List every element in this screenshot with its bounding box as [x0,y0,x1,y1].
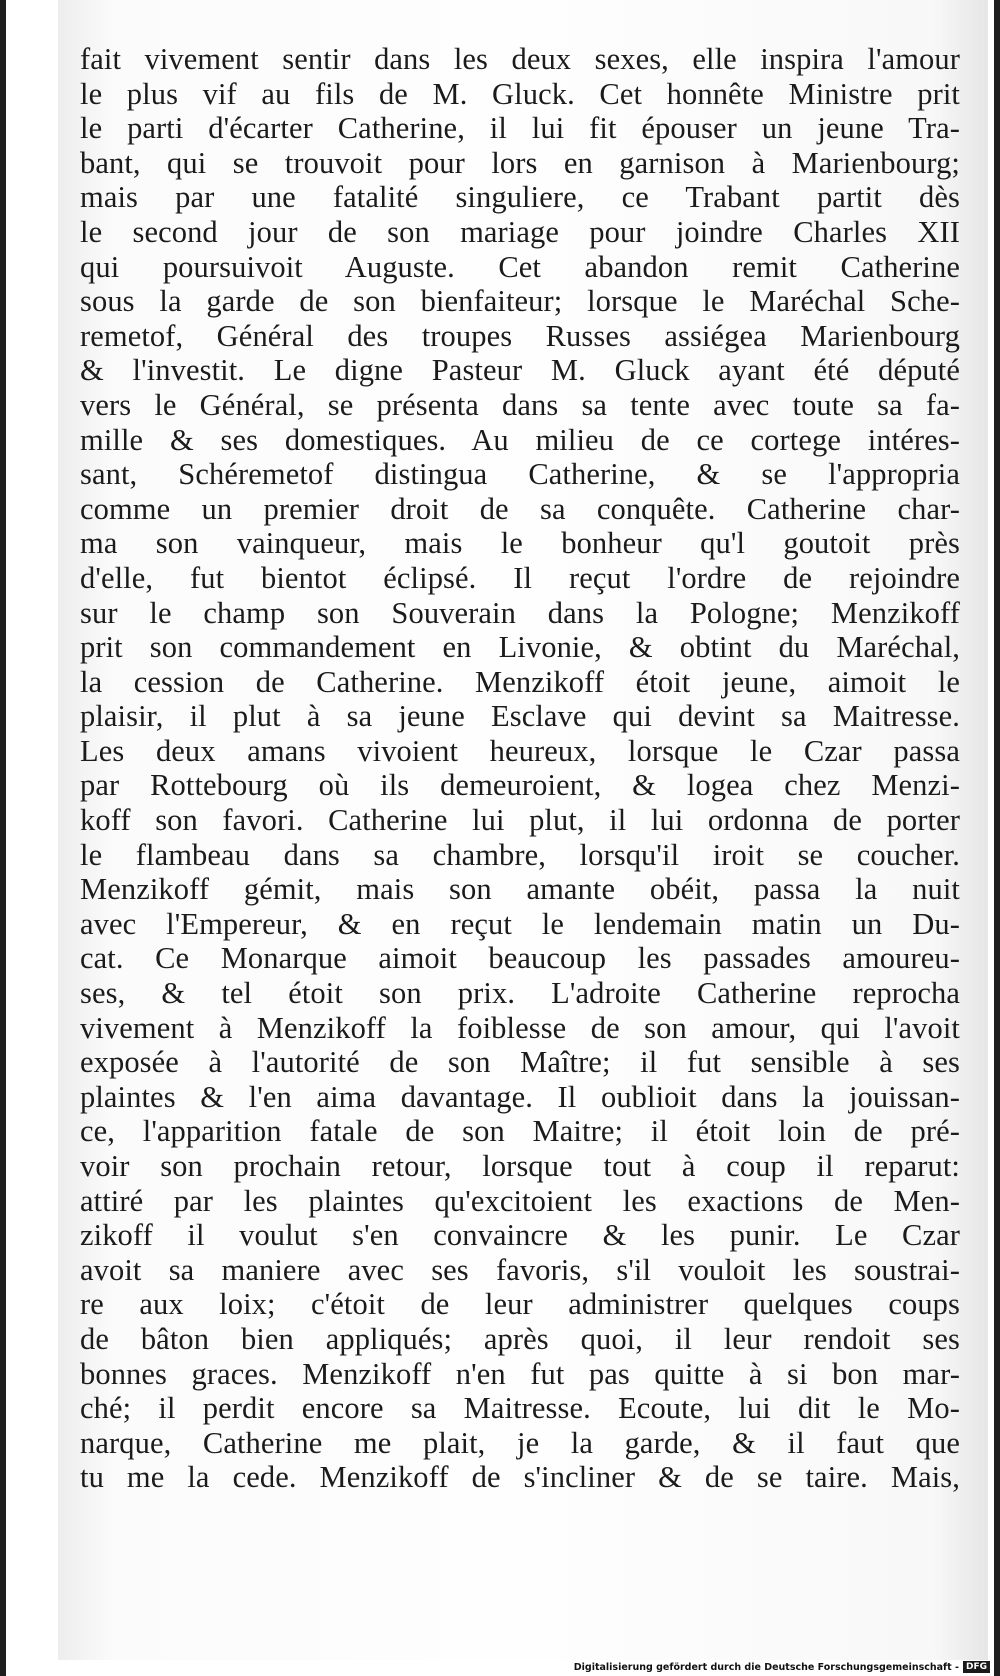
text-line-24: le flambeau dans sa chambre, lorsqu'il iroit se coucher. [80,837,960,872]
text-line-42: tu me la cede. Menzikoff de s'incliner & de se taire. Mais, [80,1460,960,1495]
text-line-12: mille & ses domestiques. Au milieu de ce cortege intéres- [80,422,960,457]
text-line-14: comme un premier droit de sa conquête. Catherine char- [80,491,960,526]
dfg-logo-icon: DFG [963,1661,990,1673]
text-line-22: par Rottebourg où ils demeuroient, & logea chez Menzi- [80,768,960,803]
text-line-32: ce, l'apparition fatale de son Maitre; il étoit loin de pré- [80,1114,960,1149]
text-line-5: mais par une fatalité singuliere, ce Trabant partit dès [80,180,960,215]
text-line-8: sous la garde de son bienfaiteur; lorsque le Maréchal Sche- [80,284,960,319]
text-line-15: ma son vainqueur, mais le bonheur qu'l goutoit près [80,526,960,561]
text-line-31: plaintes & l'en aima davantage. Il oublioit dans la jouissan- [80,1079,960,1114]
text-line-23: koff son favori. Catherine lui plut, il lui ordonna de porter [80,803,960,838]
text-line-27: cat. Ce Monarque aimoit beaucoup les passades amoureu- [80,941,960,976]
text-line-2: le plus vif au fils de M. Gluck. Cet honnête Ministre prit [80,76,960,111]
text-line-10: & l'investit. Le digne Pasteur M. Gluck ayant été député [80,353,960,388]
text-line-40: ché; il perdit encore sa Maitresse. Ecoute, lui dit le Mo- [80,1391,960,1426]
text-line-19: la cession de Catherine. Menzikoff étoit jeune, aimoit le [80,664,960,699]
text-line-1: fait vivement sentir dans les deux sexes, elle inspira l'amour [80,42,960,76]
text-line-39: bonnes graces. Menzikoff n'en fut pas quitte à si bon mar- [80,1356,960,1391]
text-line-28: ses, & tel étoit son prix. L'adroite Catherine reprocha [80,976,960,1011]
text-line-29: vivement à Menzikoff la foiblesse de son amour, qui l'avoit [80,1010,960,1045]
credit-text: Digitalisierung gefördert durch die Deutsche Forschungsgemeinschaft - [573,1661,959,1673]
text-line-17: sur le champ son Souverain dans la Pologne; Menzikoff [80,595,960,630]
text-line-35: zikoff il voulut s'en convaincre & les punir. Le Czar [80,1218,960,1253]
text-line-37: re aux loix; c'étoit de leur administrer quelques coups [80,1287,960,1322]
text-line-16: d'elle, fut bientot éclipsé. Il reçut l'ordre de rejoindre [80,560,960,595]
text-line-20: plaisir, il plut à sa jeune Esclave qui devint sa Maitresse. [80,699,960,734]
text-line-18: prit son commandement en Livonie, & obtint du Maréchal, [80,630,960,665]
scan-edge-left [0,0,6,1676]
text-line-25: Menzikoff gémit, mais son amante obéit, passa la nuit [80,872,960,907]
text-line-6: le second jour de son mariage pour joindre Charles XII [80,214,960,249]
digitization-credit [574,1660,990,1674]
text-line-34: attiré par les plaintes qu'excitoient les exactions de Men- [80,1183,960,1218]
text-line-41: narque, Catherine me plait, je la garde, & il faut que [80,1425,960,1460]
text-line-33: voir son prochain retour, lorsque tout à coup il reparut: [80,1149,960,1183]
text-line-3: le parti d'écarter Catherine, il lui fit épouser un jeune Tra- [80,111,960,146]
text-line-36: avoit sa maniere avec ses favoris, s'il vouloit les soustrai- [80,1252,960,1287]
text-line-9: remetof, Général des troupes Russes assiégea Marienbourg [80,318,960,353]
scan-edge-right [994,0,1000,1676]
text-line-38: de bâton bien appliqués; après quoi, il leur rendoit ses [80,1321,960,1356]
text-line-13: sant, Schéremetof distingua Catherine, & se l'appropria [80,457,960,492]
body-text [80,42,960,1495]
text-line-11: vers le Général, se présenta dans sa tente avec toute sa fa- [80,387,960,422]
text-line-4: bant, qui se trouvoit pour lors en garnison à Marienbourg; [80,145,960,180]
text-line-30: exposée à l'autorité de son Maître; il fut sensible à ses [80,1045,960,1080]
text-line-7: qui poursuivoit Auguste. Cet abandon remit Catherine [80,249,960,284]
text-line-21: Les deux amans vivoient heureux, lorsque le Czar passa [80,733,960,768]
text-line-26: avec l'Empereur, & en reçut le lendemain matin un Du- [80,906,960,941]
